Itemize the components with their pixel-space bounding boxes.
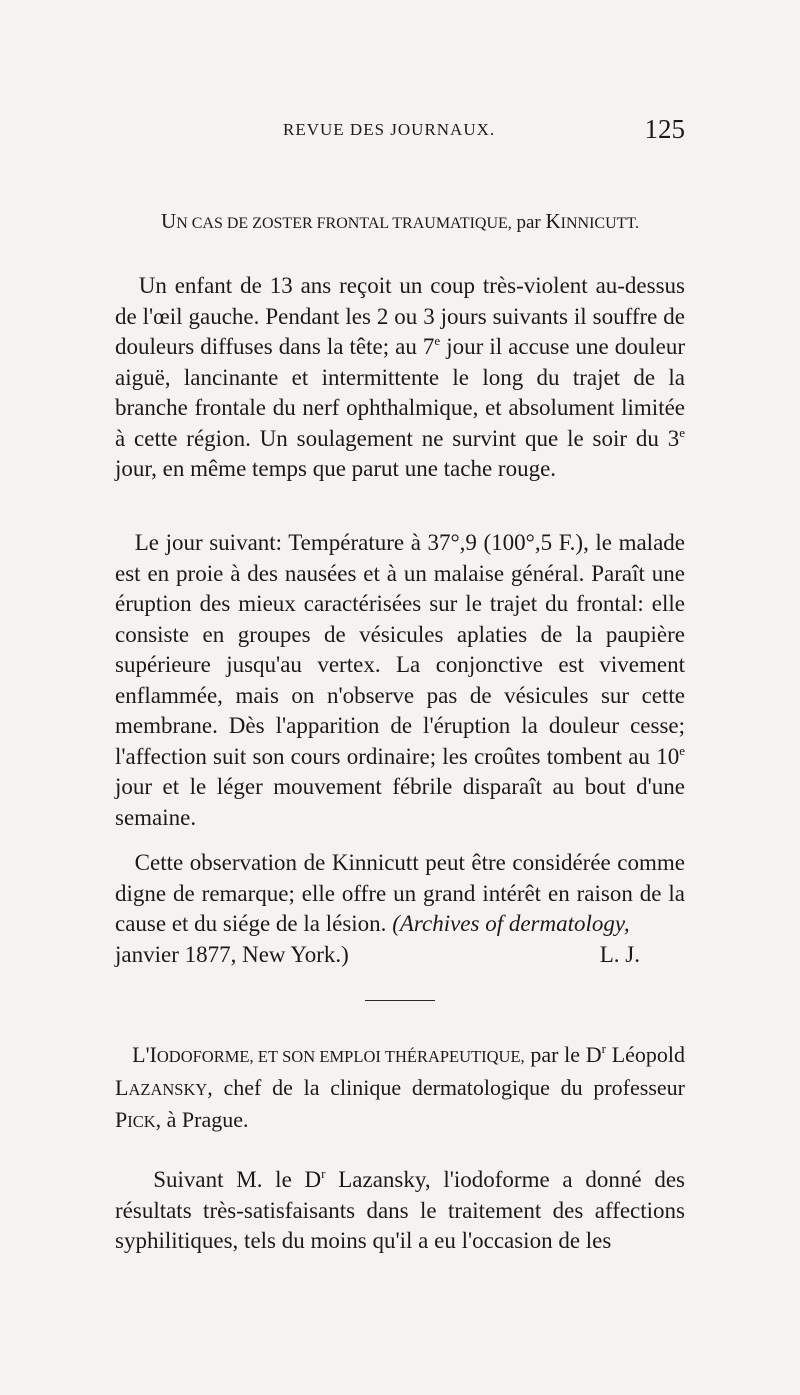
signature-line — [115, 940, 685, 971]
paragraph-4: Suivant M. le $D^r$ Lazansky, l'iodoforme a donné des résultats très-satisfaisants dans le traitement des affections syphilitiques, tels du moins qu'il a eu l'occasion de les — [115, 1166, 685, 1253]
article-title-iodoforme: L'IODOFORME, ET SON EMPLOI THÉRAPEUTIQUE, par le $D^r$ Léopold LAZANSKY, chef de la clinique dermatologique du professeur PICK, à Prague. — [115, 1041, 686, 1132]
section-divider — [365, 1000, 435, 1001]
running-header — [115, 114, 685, 150]
paragraph-2: Le jour suivant: Température à 37°,9 (100°,5 F.), le malade est en proie à des nausées et à un malaise général. Paraît une éruption des mieux caractérisées sur le trajet du frontal: elle consiste en groupes de vésicules aplaties de la paupière supérieure jusqu'au vertex. La conjonctive est vivement enflammée, mais on n'observe pas de vésicules sur cette membrane. Dès l'apparition de l'éruption la douleur cesse; l'affection suit son cours ordinaire; les croûtes tombent au 10e jour et le léger mouvement fébrile disparaît au bout d'une semaine. — [115, 530, 685, 830]
running-title: REVUE DES JOURNAUX. — [283, 120, 496, 139]
article-title-zoster: UN CAS DE ZOSTER FRONTAL TRAUMATIQUE, par KINNICUTT. — [161, 209, 639, 233]
author-initials: L. J. — [599, 941, 640, 967]
page-number: 125 — [644, 114, 685, 144]
citation-journal: (Archives of dermatology, — [392, 911, 630, 936]
paragraph-1: Un enfant de 13 ans reçoit un coup très-violent au-dessus de l'œil gauche. Pendant les 2 ou 3 jours suivants il souffre de douleurs diffuses dans la tête; au 7e jour il accuse une douleur aiguë, lancinante et intermittente le long du trajet de la branche frontale du nerf ophthalmique, et absolument limitée à cette région. Un soulagement ne survint que le soir du 3e jour, en même temps que parut une tache rouge. — [115, 273, 685, 481]
paragraph-3-text: Cette observation de Kinnicutt peut être considérée comme digne de remarque; elle offre un grand intérêt en raison de la cause et du siége de la lésion. — [115, 850, 685, 936]
paragraph-3 — [115, 848, 685, 970]
citation-date: janvier 1877, New York.) — [115, 941, 349, 967]
